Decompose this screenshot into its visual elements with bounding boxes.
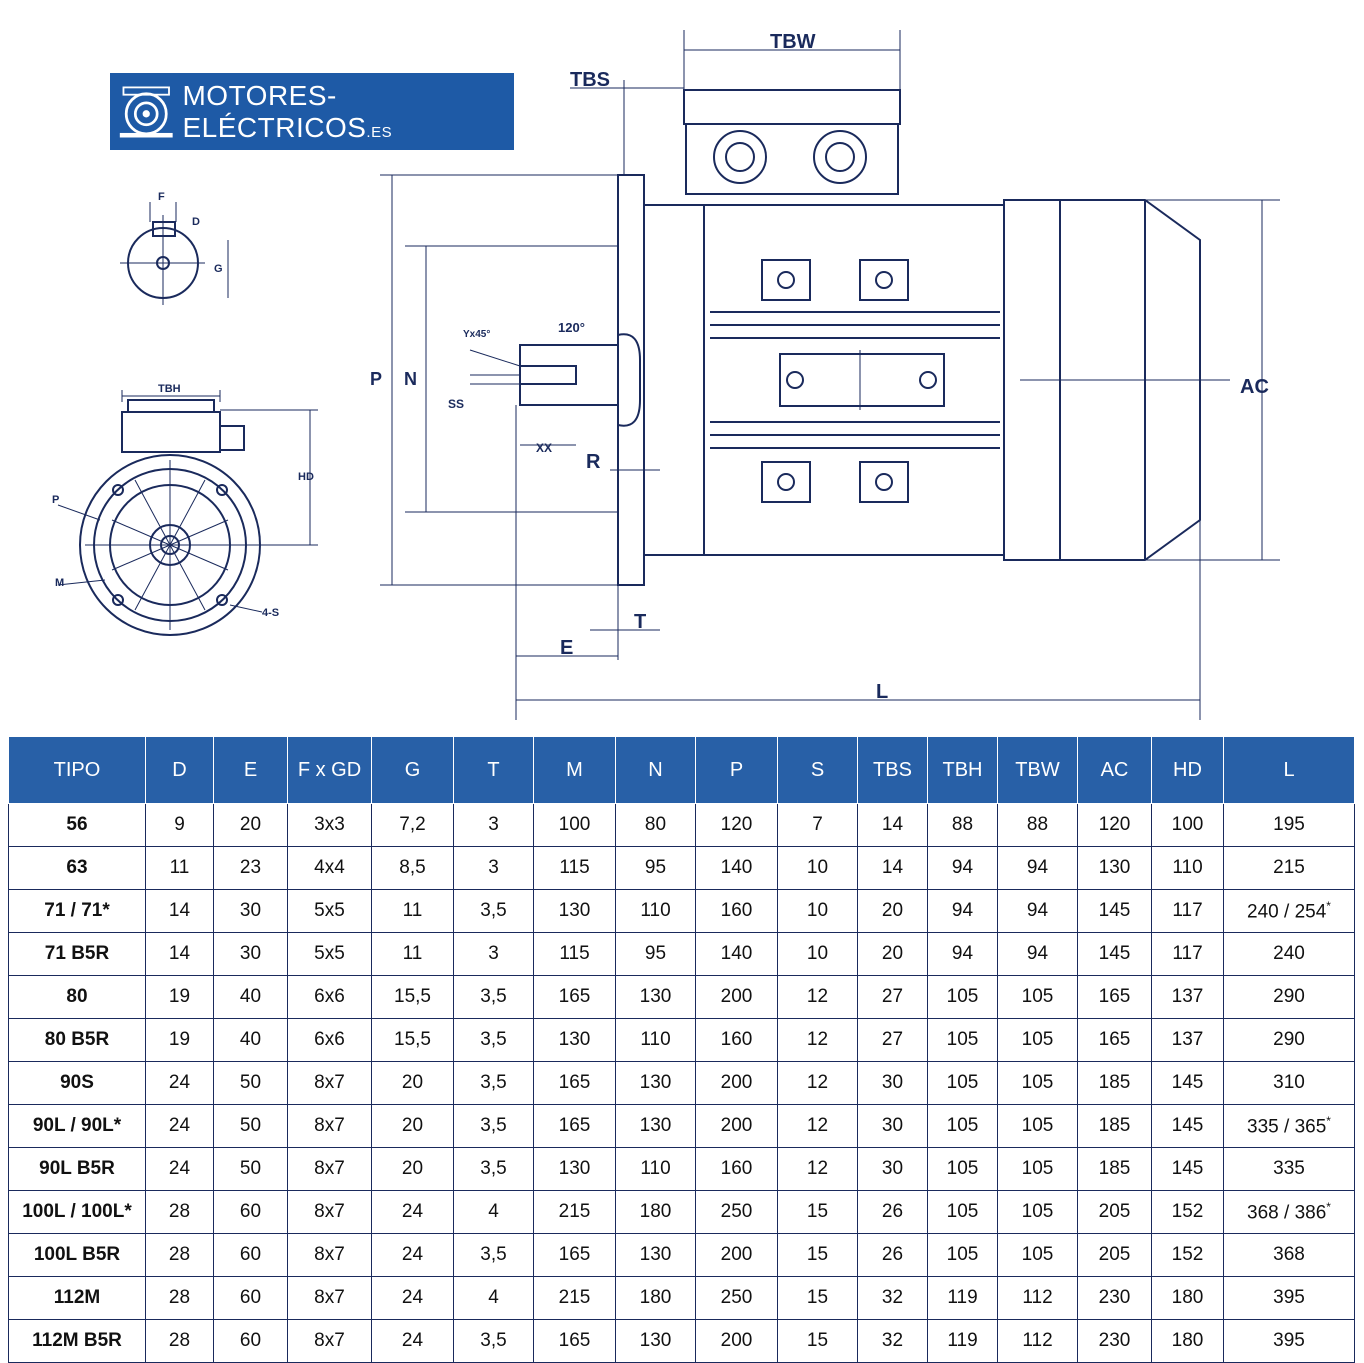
table-cell: 10 <box>778 847 858 890</box>
table-cell: 130 <box>534 1148 616 1191</box>
column-header: M <box>534 737 616 804</box>
column-header: L <box>1224 737 1355 804</box>
table-cell: 250 <box>696 1191 778 1234</box>
table-cell: 3 <box>454 847 534 890</box>
table-cell: 30 <box>858 1148 928 1191</box>
table-cell: 130 <box>616 1234 696 1277</box>
table-cell: 145 <box>1152 1105 1224 1148</box>
label-p-front: P <box>52 494 60 506</box>
table-cell: 368 / 386* <box>1224 1191 1355 1234</box>
table-cell: 30 <box>214 890 288 933</box>
table-cell: 119 <box>928 1277 998 1320</box>
table-cell: 95 <box>616 933 696 976</box>
table-cell: 180 <box>1152 1320 1224 1363</box>
label-f: F <box>158 191 165 203</box>
table-row <box>9 976 1355 1019</box>
table-cell: 165 <box>534 976 616 1019</box>
table-row <box>9 1191 1355 1234</box>
table-cell: 240 / 254* <box>1224 890 1355 933</box>
table-cell: 195 <box>1224 804 1355 847</box>
column-header: TBW <box>998 737 1078 804</box>
table-cell: 40 <box>214 1019 288 1062</box>
table-cell: 28 <box>146 1234 214 1277</box>
table-cell: 105 <box>998 1105 1078 1148</box>
table-cell: 230 <box>1078 1320 1152 1363</box>
table-cell: 10 <box>778 890 858 933</box>
table-cell: 27 <box>858 1019 928 1062</box>
table-cell: 137 <box>1152 1019 1224 1062</box>
table-cell: 290 <box>1224 976 1355 1019</box>
table-cell: 94 <box>928 890 998 933</box>
table-cell: 24 <box>372 1277 454 1320</box>
table-cell: 119 <box>928 1320 998 1363</box>
table-cell: 24 <box>372 1234 454 1277</box>
table-cell: 28 <box>146 1320 214 1363</box>
table-cell: 180 <box>1152 1277 1224 1320</box>
table-cell: 26 <box>858 1191 928 1234</box>
table-cell: 15 <box>778 1320 858 1363</box>
label-d: D <box>192 216 200 228</box>
table-cell: 112 <box>998 1320 1078 1363</box>
side-view <box>380 30 1280 720</box>
table-header-row <box>9 737 1355 804</box>
table-cell: 4 <box>454 1191 534 1234</box>
column-header: S <box>778 737 858 804</box>
table-row <box>9 1062 1355 1105</box>
table-cell: 3,5 <box>454 1019 534 1062</box>
table-cell: 12 <box>778 1105 858 1148</box>
footnote-asterisk: * <box>1326 898 1331 913</box>
column-header: AC <box>1078 737 1152 804</box>
table-cell: 335 <box>1224 1148 1355 1191</box>
table-cell: 8x7 <box>288 1234 372 1277</box>
table-cell: 130 <box>534 1019 616 1062</box>
motor-type-cell: 100L / 100L* <box>9 1191 146 1234</box>
table-cell: 110 <box>616 890 696 933</box>
label-e: E <box>560 637 574 659</box>
motor-type-cell: 56 <box>9 804 146 847</box>
table-cell: 205 <box>1078 1234 1152 1277</box>
motor-type-cell: 80 B5R <box>9 1019 146 1062</box>
table-cell: 11 <box>372 933 454 976</box>
table-cell: 14 <box>146 890 214 933</box>
table-cell: 15,5 <box>372 1019 454 1062</box>
table-row <box>9 1234 1355 1277</box>
table-cell: 185 <box>1078 1062 1152 1105</box>
table-cell: 117 <box>1152 933 1224 976</box>
table-cell: 130 <box>534 890 616 933</box>
motor-type-cell: 100L B5R <box>9 1234 146 1277</box>
table-cell: 8,5 <box>372 847 454 890</box>
table-cell: 19 <box>146 976 214 1019</box>
table-row <box>9 933 1355 976</box>
table-cell: 50 <box>214 1062 288 1105</box>
table-cell: 32 <box>858 1320 928 1363</box>
table-cell: 60 <box>214 1234 288 1277</box>
table-cell: 105 <box>928 976 998 1019</box>
table-cell: 105 <box>928 1148 998 1191</box>
table-cell: 130 <box>1078 847 1152 890</box>
table-cell: 105 <box>998 1019 1078 1062</box>
table-cell: 3x3 <box>288 804 372 847</box>
table-cell: 130 <box>616 1320 696 1363</box>
table-cell: 24 <box>372 1320 454 1363</box>
column-header: N <box>616 737 696 804</box>
table-cell: 335 / 365* <box>1224 1105 1355 1148</box>
brand-name: MOTORES-ELÉCTRICOS.ES <box>182 79 393 143</box>
table-cell: 120 <box>696 804 778 847</box>
table-cell: 15 <box>778 1234 858 1277</box>
table-cell: 105 <box>998 1062 1078 1105</box>
motor-type-cell: 90S <box>9 1062 146 1105</box>
table-cell: 105 <box>928 1191 998 1234</box>
table-cell: 140 <box>696 933 778 976</box>
table-cell: 230 <box>1078 1277 1152 1320</box>
table-cell: 30 <box>858 1105 928 1148</box>
column-header: TIPO <box>9 737 146 804</box>
table-row <box>9 1320 1355 1363</box>
table-cell: 130 <box>616 1062 696 1105</box>
table-cell: 105 <box>998 1234 1078 1277</box>
table-cell: 8x7 <box>288 1105 372 1148</box>
table-cell: 40 <box>214 976 288 1019</box>
front-view <box>58 390 318 635</box>
table-cell: 215 <box>534 1191 616 1234</box>
table-cell: 20 <box>214 804 288 847</box>
table-cell: 24 <box>146 1105 214 1148</box>
label-ac: AC <box>1240 376 1269 398</box>
table-row <box>9 1277 1355 1320</box>
column-header: T <box>454 737 534 804</box>
table-cell: 205 <box>1078 1191 1152 1234</box>
label-m: M <box>55 577 65 589</box>
table-cell: 185 <box>1078 1105 1152 1148</box>
table-cell: 250 <box>696 1277 778 1320</box>
table-cell: 24 <box>146 1062 214 1105</box>
table-cell: 3,5 <box>454 1105 534 1148</box>
table-cell: 50 <box>214 1148 288 1191</box>
table-cell: 12 <box>778 1019 858 1062</box>
table-cell: 20 <box>858 890 928 933</box>
table-cell: 3,5 <box>454 890 534 933</box>
table-cell: 8x7 <box>288 1277 372 1320</box>
motor-type-cell: 90L B5R <box>9 1148 146 1191</box>
table-cell: 3,5 <box>454 1320 534 1363</box>
column-header: TBH <box>928 737 998 804</box>
table-cell: 112 <box>998 1277 1078 1320</box>
table-cell: 11 <box>146 847 214 890</box>
label-r: R <box>586 451 601 473</box>
label-hd: HD <box>298 471 314 483</box>
table-cell: 19 <box>146 1019 214 1062</box>
label-4s: 4-S <box>262 607 280 619</box>
table-cell: 105 <box>928 1062 998 1105</box>
table-cell: 8x7 <box>288 1320 372 1363</box>
table-cell: 215 <box>1224 847 1355 890</box>
table-cell: 165 <box>1078 1019 1152 1062</box>
table-cell: 140 <box>696 847 778 890</box>
table-cell: 24 <box>146 1148 214 1191</box>
table-cell: 165 <box>534 1105 616 1148</box>
motor-type-cell: 112M B5R <box>9 1320 146 1363</box>
label-120: 120° <box>558 320 585 335</box>
label-tbw: TBW <box>770 31 816 53</box>
table-cell: 9 <box>146 804 214 847</box>
table-cell: 14 <box>858 804 928 847</box>
table-cell: 20 <box>372 1105 454 1148</box>
table-cell: 395 <box>1224 1277 1355 1320</box>
column-header: G <box>372 737 454 804</box>
table-cell: 165 <box>1078 976 1152 1019</box>
table-cell: 145 <box>1078 890 1152 933</box>
table-cell: 20 <box>372 1148 454 1191</box>
table-cell: 110 <box>1152 847 1224 890</box>
table-cell: 165 <box>534 1320 616 1363</box>
label-t: T <box>634 611 647 633</box>
table-cell: 110 <box>616 1019 696 1062</box>
table-cell: 50 <box>214 1105 288 1148</box>
table-cell: 32 <box>858 1277 928 1320</box>
table-cell: 130 <box>616 1105 696 1148</box>
table-cell: 94 <box>998 847 1078 890</box>
table-cell: 152 <box>1152 1234 1224 1277</box>
table-cell: 27 <box>858 976 928 1019</box>
motor-type-cell: 80 <box>9 976 146 1019</box>
table-cell: 120 <box>1078 804 1152 847</box>
table-cell: 180 <box>616 1277 696 1320</box>
table-cell: 4x4 <box>288 847 372 890</box>
table-cell: 30 <box>214 933 288 976</box>
shaft-section-detail <box>120 202 228 305</box>
table-cell: 137 <box>1152 976 1224 1019</box>
table-cell: 26 <box>858 1234 928 1277</box>
table-cell: 368 <box>1224 1234 1355 1277</box>
table-cell: 30 <box>858 1062 928 1105</box>
label-ss: SS <box>448 397 465 411</box>
table-cell: 11 <box>372 890 454 933</box>
label-tbh: TBH <box>158 383 181 395</box>
table-cell: 105 <box>928 1105 998 1148</box>
table-cell: 3 <box>454 933 534 976</box>
table-cell: 200 <box>696 1062 778 1105</box>
motor-type-cell: 63 <box>9 847 146 890</box>
table-cell: 3 <box>454 804 534 847</box>
table-cell: 165 <box>534 1062 616 1105</box>
table-row <box>9 890 1355 933</box>
table-cell: 15 <box>778 1277 858 1320</box>
table-cell: 3,5 <box>454 976 534 1019</box>
table-row <box>9 1148 1355 1191</box>
table-row <box>9 804 1355 847</box>
table-cell: 88 <box>998 804 1078 847</box>
column-header: P <box>696 737 778 804</box>
table-cell: 290 <box>1224 1019 1355 1062</box>
label-g: G <box>214 263 223 275</box>
table-cell: 105 <box>928 1234 998 1277</box>
table-cell: 94 <box>928 847 998 890</box>
table-cell: 240 <box>1224 933 1355 976</box>
table-cell: 8x7 <box>288 1191 372 1234</box>
motor-type-cell: 71 / 71* <box>9 890 146 933</box>
table-cell: 60 <box>214 1277 288 1320</box>
table-cell: 180 <box>616 1191 696 1234</box>
table-cell: 105 <box>998 976 1078 1019</box>
table-cell: 20 <box>858 933 928 976</box>
table-cell: 200 <box>696 976 778 1019</box>
table-cell: 152 <box>1152 1191 1224 1234</box>
table-row <box>9 1105 1355 1148</box>
table-cell: 15,5 <box>372 976 454 1019</box>
table-cell: 310 <box>1224 1062 1355 1105</box>
table-cell: 110 <box>616 1148 696 1191</box>
table-cell: 215 <box>534 1277 616 1320</box>
column-header: D <box>146 737 214 804</box>
table-cell: 7,2 <box>372 804 454 847</box>
table-cell: 24 <box>372 1191 454 1234</box>
label-yx45: Yx45° <box>463 329 491 340</box>
table-cell: 395 <box>1224 1320 1355 1363</box>
table-cell: 94 <box>928 933 998 976</box>
table-cell: 5x5 <box>288 890 372 933</box>
table-cell: 6x6 <box>288 976 372 1019</box>
table-cell: 10 <box>778 933 858 976</box>
table-cell: 115 <box>534 847 616 890</box>
table-cell: 185 <box>1078 1148 1152 1191</box>
table-row <box>9 847 1355 890</box>
table-cell: 28 <box>146 1277 214 1320</box>
motor-type-cell: 90L / 90L* <box>9 1105 146 1148</box>
table-cell: 14 <box>146 933 214 976</box>
table-cell: 4 <box>454 1277 534 1320</box>
table-cell: 8x7 <box>288 1062 372 1105</box>
table-cell: 94 <box>998 933 1078 976</box>
column-header: HD <box>1152 737 1224 804</box>
label-l: L <box>876 681 889 703</box>
label-tbs: TBS <box>570 69 610 91</box>
table-cell: 80 <box>616 804 696 847</box>
table-cell: 200 <box>696 1234 778 1277</box>
column-header: F x GD <box>288 737 372 804</box>
table-cell: 3,5 <box>454 1062 534 1105</box>
table-cell: 12 <box>778 1148 858 1191</box>
table-cell: 6x6 <box>288 1019 372 1062</box>
table-cell: 20 <box>372 1062 454 1105</box>
table-cell: 14 <box>858 847 928 890</box>
table-cell: 23 <box>214 847 288 890</box>
table-cell: 88 <box>928 804 998 847</box>
column-header: TBS <box>858 737 928 804</box>
label-xx: XX <box>536 441 553 455</box>
footnote-asterisk: * <box>1326 1113 1331 1128</box>
table-cell: 145 <box>1152 1148 1224 1191</box>
table-cell: 95 <box>616 847 696 890</box>
label-p: P <box>370 369 383 389</box>
motor-type-cell: 112M <box>9 1277 146 1320</box>
table-cell: 100 <box>534 804 616 847</box>
table-cell: 160 <box>696 1019 778 1062</box>
table-cell: 105 <box>998 1191 1078 1234</box>
table-cell: 200 <box>696 1320 778 1363</box>
table-cell: 12 <box>778 1062 858 1105</box>
table-cell: 8x7 <box>288 1148 372 1191</box>
table-cell: 145 <box>1078 933 1152 976</box>
table-cell: 165 <box>534 1234 616 1277</box>
table-cell: 3,5 <box>454 1234 534 1277</box>
table-cell: 60 <box>214 1191 288 1234</box>
table-cell: 5x5 <box>288 933 372 976</box>
table-cell: 28 <box>146 1191 214 1234</box>
column-header: E <box>214 737 288 804</box>
table-cell: 160 <box>696 1148 778 1191</box>
table-cell: 160 <box>696 890 778 933</box>
table-cell: 200 <box>696 1105 778 1148</box>
table-cell: 145 <box>1152 1062 1224 1105</box>
table-cell: 60 <box>214 1320 288 1363</box>
table-cell: 15 <box>778 1191 858 1234</box>
table-cell: 3,5 <box>454 1148 534 1191</box>
table-cell: 100 <box>1152 804 1224 847</box>
table-cell: 117 <box>1152 890 1224 933</box>
table-cell: 105 <box>998 1148 1078 1191</box>
dimensions-table <box>8 736 1355 1363</box>
table-row <box>9 1019 1355 1062</box>
label-n: N <box>404 369 417 389</box>
table-cell: 12 <box>778 976 858 1019</box>
table-cell: 94 <box>998 890 1078 933</box>
table-cell: 7 <box>778 804 858 847</box>
table-cell: 130 <box>616 976 696 1019</box>
motor-type-cell: 71 B5R <box>9 933 146 976</box>
table-cell: 115 <box>534 933 616 976</box>
table-cell: 105 <box>928 1019 998 1062</box>
footnote-asterisk: * <box>1326 1199 1331 1214</box>
